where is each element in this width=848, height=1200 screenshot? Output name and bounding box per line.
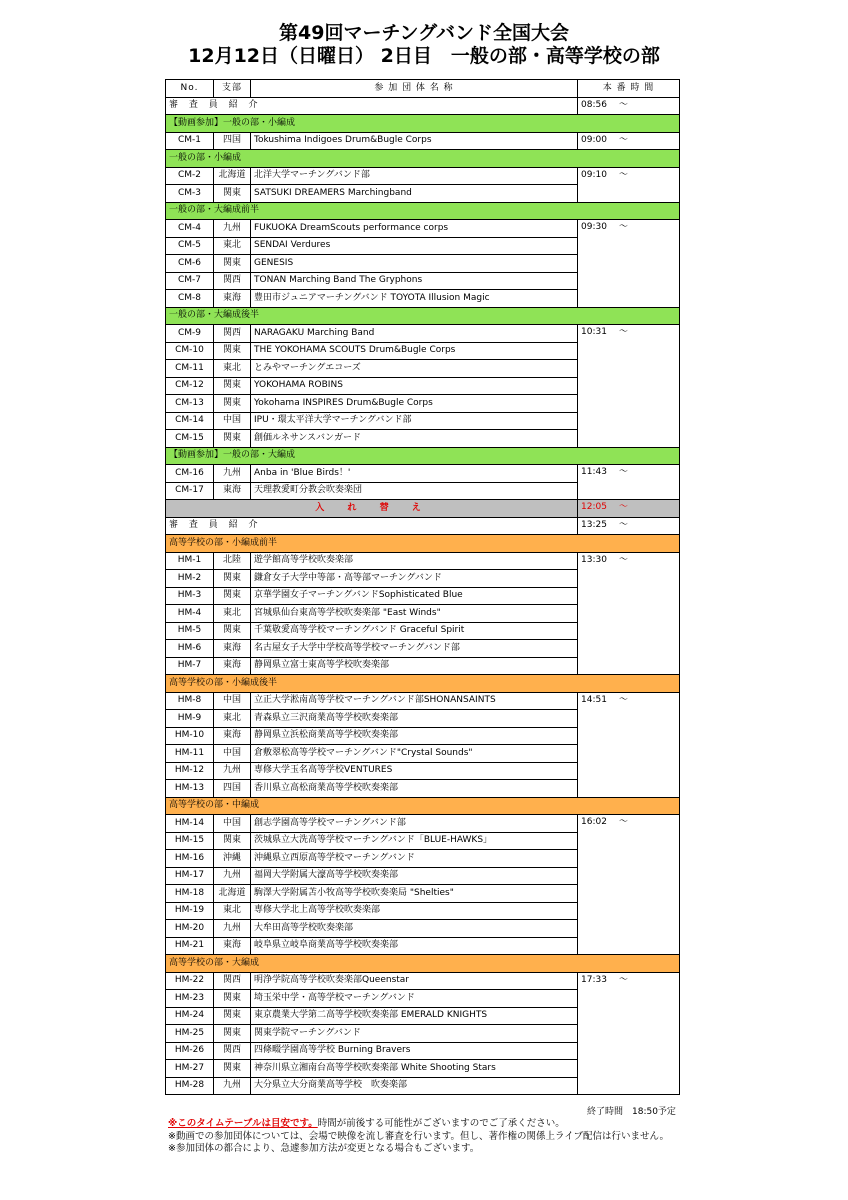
entry-branch: 関東 (214, 430, 251, 448)
entry-name: 静岡県立浜松商業高等学校吹奏楽部 (251, 727, 578, 745)
page-subtitle: 12月12日（日曜日） 2日目 一般の部・高等学校の部 (188, 45, 660, 67)
tilde-mark: ～ (618, 974, 628, 985)
time-cell (578, 97, 680, 115)
entry-name: 静岡県立富士東高等学校吹奏楽部 (251, 657, 578, 675)
entry-name: NARAGAKU Marching Band (251, 325, 578, 343)
entry-no: HM-13 (166, 780, 214, 798)
entry-no: HM-24 (166, 1007, 214, 1025)
notes (168, 1118, 669, 1156)
entry-name: 遊学館高等学校吹奏楽部 (251, 552, 578, 570)
time-cell (578, 552, 680, 675)
section-row (166, 115, 680, 133)
header-time: 本 番 時 間 (578, 80, 680, 98)
entry-name: THE YOKOHAMA SCOUTS Drum&Bugle Corps (251, 342, 578, 360)
entry-no: HM-12 (166, 762, 214, 780)
entry-name: 埼玉栄中学・高等学校マーチングバンド (251, 990, 578, 1008)
entry-name: Yokohama INSPIRES Drum&Bugle Corps (251, 395, 578, 413)
entry-no: CM-1 (166, 132, 214, 150)
entry-no: HM-23 (166, 990, 214, 1008)
entry-name: 京華学園女子マーチングバンドSophisticated Blue (251, 587, 578, 605)
time-cell (578, 325, 680, 448)
entry-no: HM-3 (166, 587, 214, 605)
entry-no: HM-18 (166, 885, 214, 903)
entry-name: 千葉敬愛高等学校マーチングバンド Graceful Spirit (251, 622, 578, 640)
entry-branch: 東海 (214, 937, 251, 955)
tilde-mark: ～ (618, 817, 628, 827)
tilde-mark: ～ (618, 502, 628, 512)
section-label: 高等学校の部・中編成 (166, 797, 680, 815)
entry-branch: 中国 (214, 745, 251, 763)
entry-branch: 東北 (214, 902, 251, 920)
time-value: 14:51 (581, 694, 607, 705)
entry-no: HM-14 (166, 815, 214, 833)
entry-name: 福岡大学附属大濠高等学校吹奏楽部 (251, 867, 578, 885)
entry-name: 創志学園高等学校マーチングバンド部 (251, 815, 578, 833)
entry-name: 茨城県立大洗高等学校マーチングバンド「BLUE-HAWKS」 (251, 832, 578, 850)
table-row (166, 132, 680, 150)
entry-no: HM-27 (166, 1060, 214, 1078)
table-row (166, 220, 680, 238)
entry-no: CM-5 (166, 237, 214, 255)
entry-name: 岐阜県立岐阜商業高等学校吹奏楽部 (251, 937, 578, 955)
entry-name: 創価ルネサンスバンガード (251, 430, 578, 448)
entry-no: HM-6 (166, 640, 214, 658)
tilde-mark: ～ (618, 694, 628, 705)
entry-name: SATSUKI DREAMERS Marchingband (251, 185, 578, 203)
entry-branch: 中国 (214, 412, 251, 430)
entry-name: 沖縄県立西原高等学校マーチングバンド (251, 850, 578, 868)
entry-branch: 沖縄 (214, 850, 251, 868)
end-time: 終了時間 18:50予定 (587, 1107, 676, 1117)
entry-name: 四條畷学園高等学校 Burning Bravers (251, 1042, 578, 1060)
time-cell (578, 220, 680, 308)
entry-no: HM-7 (166, 657, 214, 675)
time-value: 12:05 (581, 502, 607, 512)
time-cell (578, 500, 680, 518)
table-row (166, 325, 680, 343)
entry-name: 関東学院マーチングバンド (251, 1025, 578, 1043)
entry-branch: 関東 (214, 570, 251, 588)
entry-name: IPU・環太平洋大学マーチングバンド部 (251, 412, 578, 430)
entry-no: CM-16 (166, 465, 214, 483)
entry-name: Anba in 'Blue Birds！' (251, 465, 578, 483)
section-label: 【動画参加】一般の部・小編成 (166, 115, 680, 133)
entry-name: 立正大学淞南高等学校マーチングバンド部SHONANSAINTS (251, 692, 578, 710)
entry-name: 駒澤大学附属苫小牧高等学校吹奏楽局 "Shelties" (251, 885, 578, 903)
entry-branch: 東北 (214, 237, 251, 255)
entry-no: HM-2 (166, 570, 214, 588)
entry-branch: 中国 (214, 815, 251, 833)
judge-intro-row (166, 517, 680, 535)
entry-branch: 関東 (214, 395, 251, 413)
tilde-mark: ～ (618, 519, 628, 530)
entry-no: CM-7 (166, 272, 214, 290)
entry-name: 青森県立三沢商業高等学校吹奏楽部 (251, 710, 578, 728)
entry-no: CM-10 (166, 342, 214, 360)
judge-intro-label: 審 査 員 紹 介 (166, 517, 578, 535)
swap-row (166, 500, 680, 518)
entry-name: 倉敷翠松高等学校マーチングバンド"Crystal Sounds" (251, 745, 578, 763)
entry-no: HM-20 (166, 920, 214, 938)
time-value: 11:43 (581, 467, 607, 477)
entry-no: CM-8 (166, 290, 214, 308)
tilde-mark: ～ (618, 99, 628, 110)
tilde-mark: ～ (618, 327, 628, 337)
entry-branch: 北海道 (214, 885, 251, 903)
entry-branch: 関東 (214, 1007, 251, 1025)
header-no: No. (166, 80, 214, 98)
entry-name: 大牟田高等学校吹奏楽部 (251, 920, 578, 938)
entry-no: CM-12 (166, 377, 214, 395)
header-name: 参 加 団 体 名 称 (251, 80, 578, 98)
entry-name: 香川県立高松商業高等学校吹奏楽部 (251, 780, 578, 798)
time-value: 13:30 (581, 554, 607, 565)
entry-no: HM-15 (166, 832, 214, 850)
entry-no: CM-17 (166, 482, 214, 500)
section-row (166, 202, 680, 220)
section-row (166, 797, 680, 815)
entry-no: HM-21 (166, 937, 214, 955)
entry-name: 宮城県仙台東高等学校吹奏楽部 "East Winds" (251, 605, 578, 623)
entry-name: 名古屋女子大学中学校高等学校マーチングバンド部 (251, 640, 578, 658)
entry-name: とみやマーチングエコーズ (251, 360, 578, 378)
entry-name: TONAN Marching Band The Gryphons (251, 272, 578, 290)
time-value: 09:00 (581, 134, 607, 145)
entry-branch: 北陸 (214, 552, 251, 570)
entry-no: HM-26 (166, 1042, 214, 1060)
entry-name: 明浄学院高等学校吹奏楽部Queenstar (251, 972, 578, 990)
entry-no: CM-4 (166, 220, 214, 238)
entry-no: CM-3 (166, 185, 214, 203)
section-label: 【動画参加】一般の部・大編成 (166, 447, 680, 465)
table-row (166, 552, 680, 570)
timetable (165, 79, 680, 1095)
entry-no: HM-1 (166, 552, 214, 570)
section-row (166, 955, 680, 973)
swap-label: 入 れ 替 え (166, 500, 578, 518)
entry-branch: 関東 (214, 377, 251, 395)
note-1-emphasis: ※このタイムテーブルは目安です。 (168, 1118, 318, 1129)
time-cell (578, 517, 680, 535)
entry-branch: 関東 (214, 255, 251, 273)
time-cell (578, 167, 680, 202)
entry-name: 天理教愛町分教会吹奏楽団 (251, 482, 578, 500)
entry-branch: 関東 (214, 587, 251, 605)
note-1-text: 時間が前後する可能性がございますのでご了承ください。 (317, 1118, 565, 1129)
section-row (166, 150, 680, 168)
entry-name: 専修大学玉名高等学校VENTURES (251, 762, 578, 780)
entry-branch: 東北 (214, 360, 251, 378)
entry-branch: 関東 (214, 1060, 251, 1078)
entry-no: HM-11 (166, 745, 214, 763)
entry-branch: 東北 (214, 710, 251, 728)
section-label: 高等学校の部・小編成前半 (166, 535, 680, 553)
section-label: 高等学校の部・小編成後半 (166, 675, 680, 693)
section-row (166, 447, 680, 465)
time-value: 16:02 (581, 817, 607, 827)
entry-name: 神奈川県立湘南台高等学校吹奏楽部 White Shooting Stars (251, 1060, 578, 1078)
entry-no: HM-28 (166, 1077, 214, 1095)
entry-branch: 東海 (214, 482, 251, 500)
entry-name: Tokushima Indigoes Drum&Bugle Corps (251, 132, 578, 150)
table-row (166, 815, 680, 833)
tilde-mark: ～ (618, 554, 628, 565)
entry-no: HM-22 (166, 972, 214, 990)
entry-branch: 関東 (214, 990, 251, 1008)
judge-intro-label: 審 査 員 紹 介 (166, 97, 578, 115)
entry-branch: 東海 (214, 657, 251, 675)
entry-no: CM-15 (166, 430, 214, 448)
entry-branch: 関東 (214, 832, 251, 850)
tilde-mark: ～ (618, 222, 628, 232)
entry-no: HM-8 (166, 692, 214, 710)
time-value: 09:30 (581, 222, 607, 232)
section-row (166, 675, 680, 693)
entry-branch: 北海道 (214, 167, 251, 185)
entry-no: CM-6 (166, 255, 214, 273)
entry-no: CM-9 (166, 325, 214, 343)
section-row (166, 307, 680, 325)
entry-name: SENDAI Verdures (251, 237, 578, 255)
tilde-mark: ～ (618, 134, 628, 145)
time-cell (578, 815, 680, 955)
time-cell (578, 972, 680, 1095)
entry-name: 北洋大学マーチングバンド部 (251, 167, 578, 185)
table-row (166, 692, 680, 710)
entry-branch: 九州 (214, 867, 251, 885)
entry-branch: 九州 (214, 465, 251, 483)
entry-branch: 四国 (214, 132, 251, 150)
entry-name: 鎌倉女子大学中等部・高等部マーチングバンド (251, 570, 578, 588)
entry-name: GENESIS (251, 255, 578, 273)
entry-branch: 関東 (214, 622, 251, 640)
section-label: 高等学校の部・大編成 (166, 955, 680, 973)
entry-no: HM-16 (166, 850, 214, 868)
entry-branch: 東海 (214, 727, 251, 745)
entry-no: HM-9 (166, 710, 214, 728)
section-row (166, 535, 680, 553)
entry-name: 東京農業大学第二高等学校吹奏楽部 EMERALD KNIGHTS (251, 1007, 578, 1025)
note-2: ※動画での参加団体については、会場で映像を流し審査を行います。但し、著作権の関係上ライブ配信は行いません。 (168, 1130, 670, 1142)
entry-branch: 東海 (214, 640, 251, 658)
entry-branch: 九州 (214, 920, 251, 938)
entry-branch: 関西 (214, 325, 251, 343)
entry-branch: 四国 (214, 780, 251, 798)
entry-branch: 関西 (214, 272, 251, 290)
entry-name: 豊田市ジュニアマーチングバンド TOYOTA Illusion Magic (251, 290, 578, 308)
page-title: 第49回マーチングバンド全国大会 (279, 22, 569, 44)
entry-branch: 関西 (214, 1042, 251, 1060)
entry-no: CM-2 (166, 167, 214, 185)
entry-branch: 関西 (214, 972, 251, 990)
tilde-mark: ～ (618, 467, 628, 477)
time-value: 13:25 (581, 519, 607, 530)
entry-branch: 中国 (214, 692, 251, 710)
time-value: 09:10 (581, 169, 607, 180)
entry-branch: 関東 (214, 185, 251, 203)
entry-no: HM-5 (166, 622, 214, 640)
entry-name: FUKUOKA DreamScouts performance corps (251, 220, 578, 238)
entry-branch: 東北 (214, 605, 251, 623)
table-row (166, 972, 680, 990)
entry-branch: 九州 (214, 762, 251, 780)
section-label: 一般の部・大編成後半 (166, 307, 680, 325)
entry-no: HM-10 (166, 727, 214, 745)
time-value: 10:31 (581, 327, 607, 337)
note-1 (168, 1118, 669, 1131)
judge-intro-row (166, 97, 680, 115)
entry-no: CM-14 (166, 412, 214, 430)
entry-no: HM-4 (166, 605, 214, 623)
entry-branch: 九州 (214, 220, 251, 238)
header-branch: 支部 (214, 80, 251, 98)
table-row (166, 167, 680, 185)
entry-branch: 東海 (214, 290, 251, 308)
section-label: 一般の部・大編成前半 (166, 202, 680, 220)
entry-no: HM-25 (166, 1025, 214, 1043)
entry-branch: 関東 (214, 1025, 251, 1043)
time-cell (578, 692, 680, 797)
entry-no: HM-17 (166, 867, 214, 885)
table-header (166, 80, 680, 98)
tilde-mark: ～ (618, 169, 628, 180)
entry-branch: 九州 (214, 1077, 251, 1095)
table-row (166, 465, 680, 483)
entry-no: CM-11 (166, 360, 214, 378)
entry-no: CM-13 (166, 395, 214, 413)
entry-name: YOKOHAMA ROBINS (251, 377, 578, 395)
entry-name: 専修大学北上高等学校吹奏楽部 (251, 902, 578, 920)
section-label: 一般の部・小編成 (166, 150, 680, 168)
entry-name: 大分県立大分商業高等学校 吹奏楽部 (251, 1077, 578, 1095)
time-cell (578, 465, 680, 500)
time-value: 17:33 (581, 974, 607, 985)
note-3: ※参加団体の都合により、急遽参加方法が変更となる場合もございます。 (168, 1143, 480, 1154)
time-value: 08:56 (581, 99, 607, 110)
entry-no: HM-19 (166, 902, 214, 920)
time-cell (578, 132, 680, 150)
entry-branch: 関東 (214, 342, 251, 360)
